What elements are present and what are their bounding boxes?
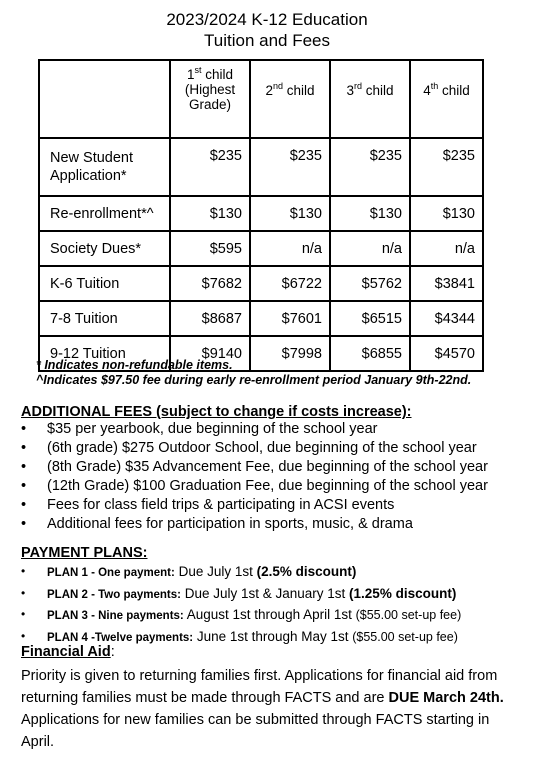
- cell-value: $235: [330, 138, 410, 196]
- bullet-icon: •: [21, 440, 27, 456]
- financial-aid-paragraph: Priority is given to returning families first. Applications for financial aid from returning families must be made through FACTS and are DUE March 24th. Applications for new families can be submitted through FACTS starting in April.: [21, 668, 504, 750]
- row-label: Re-enrollment*^: [39, 196, 170, 231]
- list-item: • PLAN 2 - Two payments: Due July 1st & January 1st (1.25% discount): [21, 584, 461, 606]
- tuition-table: [38, 59, 484, 372]
- list-item: • PLAN 3 - Nine payments: August 1st through April 1st ($55.00 set-up fee): [21, 605, 461, 627]
- cell-value: $235: [410, 138, 483, 196]
- cell-value: $130: [170, 196, 250, 231]
- additional-fees-list: [21, 420, 488, 534]
- table-header-blank: [39, 60, 170, 138]
- cell-value: $130: [250, 196, 330, 231]
- row-label: Society Dues*: [39, 231, 170, 266]
- cell-value: $7682: [170, 266, 250, 301]
- table-row: [39, 196, 483, 231]
- cell-value: $3841: [410, 266, 483, 301]
- list-item: • PLAN 4 -Twelve payments: June 1st through May 1st ($55.00 set-up fee): [21, 627, 461, 649]
- bullet-icon: •: [21, 585, 26, 600]
- cell-value: $9140: [170, 336, 250, 371]
- financial-aid-heading: Financial Aid:: [21, 644, 115, 660]
- cell-value: $4344: [410, 301, 483, 336]
- cell-value: $130: [330, 196, 410, 231]
- cell-value: $130: [410, 196, 483, 231]
- bullet-icon: •: [21, 564, 26, 578]
- bullet-icon: •: [21, 607, 26, 621]
- cell-value: $8687: [170, 301, 250, 336]
- bullet-icon: •: [21, 497, 27, 513]
- row-label: New Student Application*: [39, 138, 170, 196]
- cell-value: n/a: [330, 231, 410, 266]
- cell-value: $6722: [250, 266, 330, 301]
- cell-value: $235: [170, 138, 250, 196]
- cell-value: $595: [170, 231, 250, 266]
- cell-value: $5762: [330, 266, 410, 301]
- cell-value: $6515: [330, 301, 410, 336]
- table-header-row: [39, 60, 483, 138]
- header-first-child: 1st child (Highest Grade): [170, 60, 250, 138]
- list-item: • Additional fees for participation in sports, music, & drama: [21, 516, 413, 532]
- page-title: 2023/2024 K-12 Education: [166, 10, 368, 29]
- header-fourth-child: 4th child: [410, 60, 483, 138]
- non-refundable-note: * Indicates non-refundable items.: [36, 358, 233, 372]
- list-item: • PLAN 1 - One payment: Due July 1st (2.5% discount): [21, 562, 461, 584]
- table-row: [39, 266, 483, 301]
- payment-plans-list: [21, 562, 461, 648]
- row-label: 7-8 Tuition: [39, 301, 170, 336]
- bullet-icon: •: [21, 459, 27, 475]
- cell-value: $7601: [250, 301, 330, 336]
- bullet-icon: •: [21, 628, 26, 643]
- page-subtitle: Tuition and Fees: [204, 31, 330, 50]
- row-label: 9-12 Tuition: [39, 336, 170, 371]
- cell-value: $7998: [250, 336, 330, 371]
- list-item: • $35 per yearbook, due beginning of the school year: [21, 421, 378, 437]
- list-item: • (8th Grade) $35 Advancement Fee, due beginning of the school year: [21, 459, 488, 475]
- bullet-icon: •: [21, 516, 27, 532]
- cell-value: $235: [250, 138, 330, 196]
- row-label: K-6 Tuition: [39, 266, 170, 301]
- table-row: [39, 231, 483, 266]
- header-third-child: 3rd child: [330, 60, 410, 138]
- bullet-icon: •: [21, 478, 27, 494]
- table-row: [39, 138, 483, 196]
- list-item: • Fees for class field trips & participating in ACSI events: [21, 497, 395, 513]
- additional-fees-heading: ADDITIONAL FEES (subject to change if costs increase):: [21, 404, 412, 420]
- header-second-child: 2nd child: [250, 60, 330, 138]
- list-item: • (12th Grade) $100 Graduation Fee, due beginning of the school year: [21, 478, 488, 494]
- early-reenrollment-note: ^Indicates $97.50 fee during early re-enrollment period January 9th-22nd.: [36, 373, 472, 387]
- list-item: • (6th grade) $275 Outdoor School, due beginning of the school year: [21, 440, 477, 456]
- payment-plans-heading: PAYMENT PLANS:: [21, 545, 148, 561]
- cell-value: n/a: [410, 231, 483, 266]
- table-row: [39, 301, 483, 336]
- cell-value: $6855: [330, 336, 410, 371]
- cell-value: $4570: [410, 336, 483, 371]
- cell-value: n/a: [250, 231, 330, 266]
- bullet-icon: •: [21, 421, 27, 437]
